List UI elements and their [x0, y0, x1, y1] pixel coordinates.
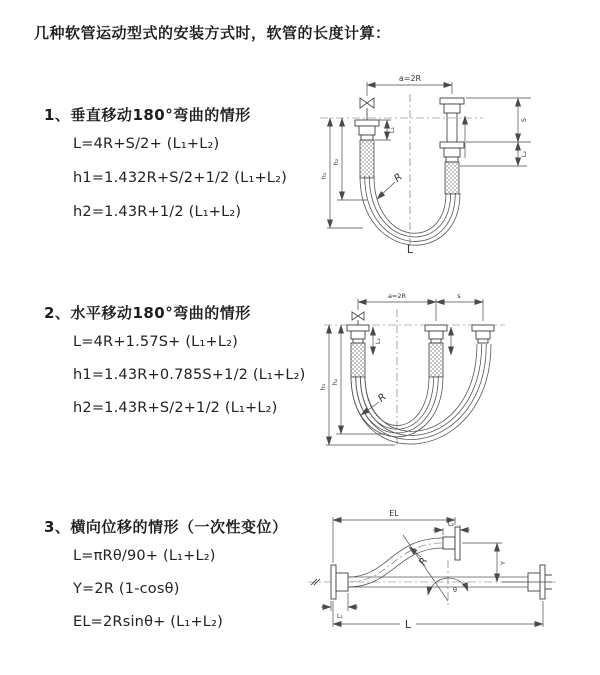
page-title: 几种软管运动型式的安装方式时，软管的长度计算：: [34, 24, 391, 42]
section1-heading: 1、垂直移动180°弯曲的情形: [44, 106, 251, 124]
section3-formula-el: EL=2Rsinθ+ (L₁+L₂): [73, 614, 223, 630]
diagram-horizontal-180-bend: [315, 287, 595, 452]
section2-heading: 2、水平移动180°弯曲的情形: [44, 304, 251, 322]
valve-icon: [360, 98, 374, 120]
radius-arrow: [377, 182, 395, 199]
dim-label-l2: L₂: [520, 150, 528, 158]
dim-ext-el: [333, 517, 455, 563]
left-fitting: [331, 565, 348, 599]
dim-label-l1: L₁: [336, 612, 344, 620]
length-label: L: [406, 243, 414, 256]
dim-label-a2r: a=2R: [398, 74, 422, 83]
braid-section: [360, 140, 374, 178]
radius-label: R: [392, 171, 405, 185]
dim-label-y: Y: [499, 561, 507, 565]
left-fitting: [355, 120, 379, 178]
dim-label-h1: h₁: [320, 172, 328, 180]
dim-ext-top: [367, 82, 452, 96]
right-fitting: [440, 98, 464, 194]
section2-formula-h2: h2=1.43R+S/2+1/2 (L₁+L₂): [73, 400, 278, 416]
section3-formula-l: L=πRθ/90+ (L₁+L₂): [73, 548, 216, 564]
middle-fitting: [425, 325, 447, 377]
dim-label-h2: h₂: [332, 158, 340, 166]
dim-label-l1: L₁: [374, 337, 382, 345]
dim-ext-l: [333, 601, 543, 627]
radius-label: R: [417, 555, 431, 568]
dim-label-l2: L₂: [447, 520, 455, 528]
braid-section: [351, 343, 365, 377]
dim-label-h1: h₁: [319, 383, 327, 391]
section1-formula-h1: h1=1.432R+S/2+1/2 (L₁+L₂): [73, 170, 287, 186]
section1-formula-h2: h2=1.43R+1/2 (L₁+L₂): [73, 204, 242, 220]
angle-label: θ: [453, 586, 457, 594]
dim-label-s: S: [520, 117, 528, 123]
valve-icon: [352, 312, 364, 325]
left-fitting: [347, 325, 369, 377]
dim-label-s: s: [457, 292, 461, 300]
braid-section: [445, 162, 459, 194]
section1-formula-l: L=4R+S/2+ (L₁+L₂): [73, 136, 220, 152]
braid-section: [429, 343, 443, 377]
dim-label-l: L: [404, 618, 412, 631]
dim-label-el: EL: [389, 509, 399, 518]
right-upper-fitting: [443, 527, 460, 560]
diagram-lateral-displacement: [300, 505, 600, 645]
dim-label-a2r: a=2R: [387, 292, 407, 300]
dim-label-l1: L₁: [388, 126, 396, 134]
radius-label: R: [376, 391, 389, 405]
section3-heading: 3、横向位移的情形（一次性变位）: [44, 518, 288, 536]
section2-formula-h1: h1=1.43R+0.785S+1/2 (L₁+L₂): [73, 367, 306, 383]
section3-formula-y: Y=2R (1-cosθ): [73, 581, 180, 597]
diagram-vertical-180-bend: [315, 70, 585, 255]
right-fitting: [472, 325, 494, 343]
dim-label-h2: h₂: [331, 378, 339, 386]
section2-formula-l: L=4R+1.57S+ (L₁+L₂): [73, 334, 238, 350]
